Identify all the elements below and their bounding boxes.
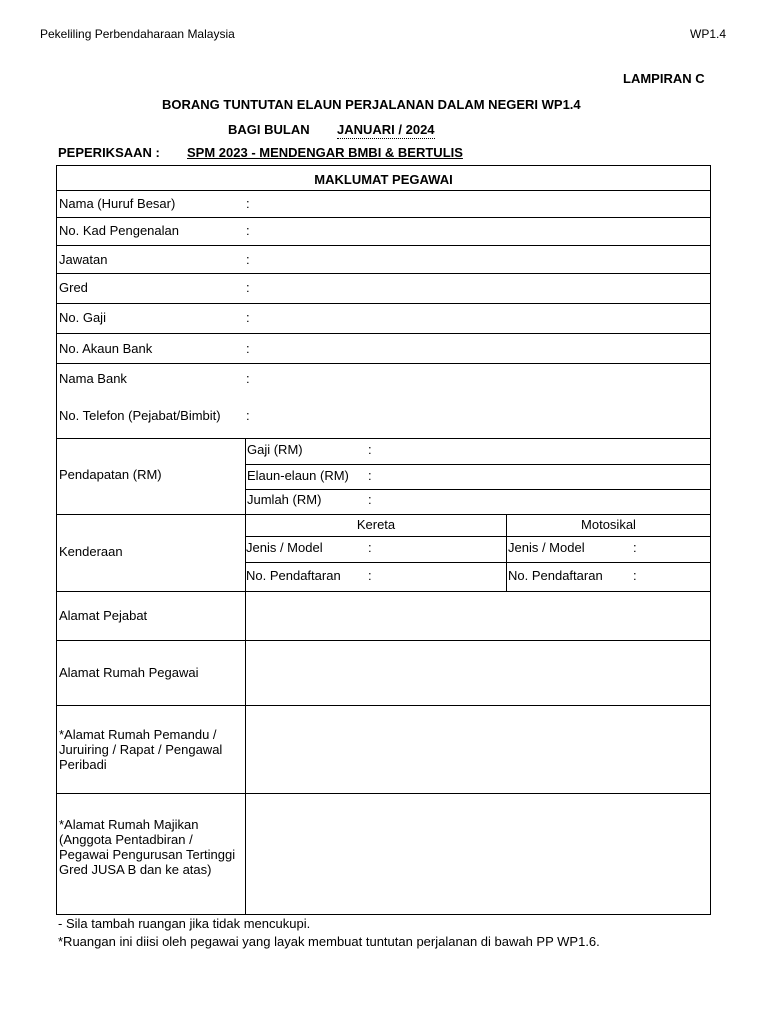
month-label: BAGI BULAN — [228, 122, 310, 137]
label-jawatan: Jawatan — [59, 252, 108, 267]
colon: : — [368, 442, 372, 457]
label-nama: Nama (Huruf Besar) — [59, 196, 176, 211]
label-alamat-rumah: Alamat Rumah Pegawai — [59, 665, 199, 680]
colon: : — [368, 540, 372, 555]
label-pendapatan: Pendapatan (RM) — [59, 467, 162, 482]
label-elaun-rm: Elaun-elaun (RM) — [247, 468, 349, 483]
colon: : — [633, 568, 637, 583]
lampiran-label: LAMPIRAN C — [623, 71, 705, 86]
colon: : — [246, 310, 250, 325]
label-bank: Nama Bank — [59, 371, 127, 386]
footnote-1: - Sila tambah ruangan jika tidak mencukupi. — [58, 916, 311, 931]
label-telefon: No. Telefon (Pejabat/Bimbit) — [59, 408, 221, 423]
label-ic: No. Kad Pengenalan — [59, 223, 179, 238]
colon: : — [633, 540, 637, 555]
page-header-right: WP1.4 — [690, 27, 727, 41]
colon: : — [246, 196, 250, 211]
colon: : — [246, 408, 250, 423]
colon: : — [246, 252, 250, 267]
officer-info-form — [56, 165, 711, 915]
colon: : — [368, 468, 372, 483]
colon: : — [246, 280, 250, 295]
form-title: BORANG TUNTUTAN ELAUN PERJALANAN DALAM NEGERI WP1.4 — [162, 97, 581, 112]
label-motosikal-daftar: No. Pendaftaran — [508, 568, 603, 583]
colon: : — [368, 568, 372, 583]
label-alamat-pejabat: Alamat Pejabat — [59, 608, 148, 623]
label-kenderaan: Kenderaan — [59, 544, 123, 559]
colon: : — [246, 371, 250, 386]
colon: : — [246, 341, 250, 356]
exam-label: PEPERIKSAAN : — [58, 145, 160, 160]
colon: : — [246, 223, 250, 238]
label-gaji-rm: Gaji (RM) — [247, 442, 303, 457]
section-title: MAKLUMAT PEGAWAI — [314, 172, 453, 187]
label-motosikal: Motosikal — [581, 517, 636, 532]
label-jumlah-rm: Jumlah (RM) — [247, 492, 322, 507]
page-header-left: Pekeliling Perbendaharaan Malaysia — [40, 27, 235, 41]
exam-value: SPM 2023 - MENDENGAR BMBI & BERTULIS — [187, 145, 463, 160]
colon: : — [368, 492, 372, 507]
label-gred: Gred — [59, 280, 88, 295]
label-alamat-pemandu: *Alamat Rumah Pemandu / Juruiring / Rapat / Pengawal Peribadi — [59, 727, 223, 772]
footnote-2: *Ruangan ini diisi oleh pegawai yang layak membuat tuntutan perjalanan di bawah PP WP1.6. — [58, 934, 600, 949]
label-kereta-jenis: Jenis / Model — [246, 540, 323, 555]
label-kereta: Kereta — [356, 517, 396, 532]
label-motosikal-jenis: Jenis / Model — [508, 540, 585, 555]
label-alamat-majikan: *Alamat Rumah Majikan (Anggota Pentadbiran / Pegawai Pengurusan Tertinggi Gred JUSA B dan ke atas) — [59, 817, 236, 877]
label-kereta-daftar: No. Pendaftaran — [246, 568, 341, 583]
label-akaun: No. Akaun Bank — [59, 341, 153, 356]
month-value: JANUARI / 2024 — [337, 122, 435, 137]
label-gaji-no: No. Gaji — [59, 310, 106, 325]
